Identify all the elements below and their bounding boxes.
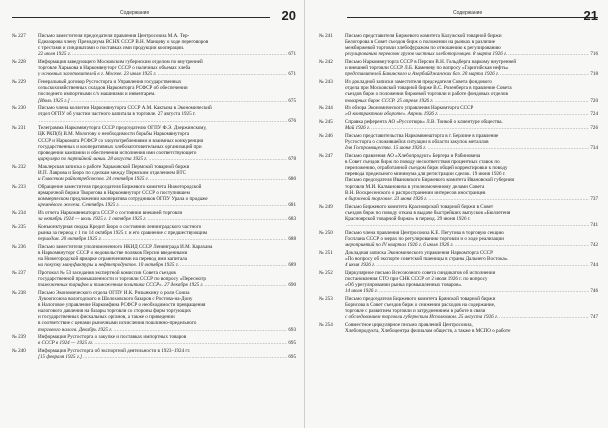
- entry-text-line: Письмо представителя Биржевого комитета Калужской товарной биржи: [345, 33, 502, 39]
- dot-leader: [180, 262, 287, 268]
- dot-leader: [94, 340, 287, 346]
- page-reference[interactable]: 675: [288, 97, 296, 104]
- contents-entry[interactable]: [319, 105, 598, 117]
- dot-leader: [83, 354, 287, 360]
- entry-text-line: межбиржевой торговли хлебофуражом по отношению к регулированию: [345, 45, 501, 52]
- page-reference[interactable]: 720: [590, 97, 598, 104]
- document-number: № 231: [12, 125, 26, 132]
- contents-entry[interactable]: [319, 270, 598, 295]
- document-number: № 254: [319, 321, 333, 328]
- dot-leader: [39, 118, 287, 124]
- dot-leader: [435, 98, 590, 104]
- right-page: [304, 0, 608, 428]
- document-number: № 253: [319, 295, 333, 302]
- entry-text-line: Письмо заместителя уполномоченного НКИД СССР Ленинграда И.М. Карахана: [38, 243, 213, 250]
- entry-date: периодом. 20 октября 1925 г.: [38, 235, 102, 242]
- entry-text-line: «По вопросу об экспорте советской пшеницы в страны Дальнего Востока».: [345, 255, 509, 262]
- document-number: № 251: [319, 249, 333, 256]
- page-reference[interactable]: 741: [590, 222, 598, 229]
- entry-last-line: [38, 176, 296, 182]
- contents-entry[interactable]: [319, 153, 598, 202]
- entry-text-line: в Совет съездов бирж по поводу несоответствия процентных ставок по: [345, 158, 500, 165]
- contents-entry[interactable]: [12, 79, 296, 104]
- document-number: № 250: [319, 229, 333, 236]
- entry-text-line: переложению, отработанной съездом бирж общей корректировки к поводу: [345, 165, 508, 172]
- page-number: 21: [583, 8, 598, 23]
- entry-text-line: Письмо заместителя председателя правления Центросоюза М.А. Тер-: [38, 33, 190, 39]
- page-reference[interactable]: 718: [590, 71, 598, 78]
- dot-leader: [499, 314, 589, 320]
- running-title: Содержание: [120, 10, 150, 16]
- entry-text-line: Протокол № 53 заседания экспертной комиссии Совета съездов: [38, 269, 176, 276]
- page-reference[interactable]: 726: [590, 125, 598, 132]
- entry-last-line: [345, 125, 598, 131]
- contents-entry[interactable]: [319, 119, 598, 131]
- contents-entry[interactable]: [12, 290, 296, 333]
- contents-entry[interactable]: [319, 204, 598, 229]
- entry-date: с обследованием торговли губернским Исполкомом. 25 августа 1926 г.: [345, 314, 499, 321]
- contents-entry[interactable]: [12, 125, 296, 162]
- page-reference[interactable]: 747: [590, 314, 598, 321]
- entry-text-line: торговле с развитием торговли и затрудненнием в работе в связи: [345, 308, 486, 315]
- entry-text-line: Письмо Наркомвнуторга СССР в Персии В.Н. Гольдберга наркому внутренней: [345, 59, 517, 66]
- entry-text-line: в Налоговое управление Наркомфина РСФСР о необходимости превращения: [38, 301, 206, 308]
- entry-last-line: [345, 222, 598, 228]
- entry-last-line: [38, 118, 296, 124]
- page-reference[interactable]: 681: [288, 202, 296, 209]
- document-number: № 233: [12, 183, 26, 190]
- entry-text-line: Докладная записка Экономического управления Наркомторга СССР: [345, 249, 493, 256]
- document-number: № 236: [12, 243, 26, 250]
- document-number: № 247: [319, 152, 333, 159]
- entry-date: торгового налога. Декабрь 1925 г.: [38, 326, 113, 333]
- entry-last-line: [38, 51, 296, 57]
- entry-text-line: Справка референта АО «Руссотюрк» Л.В. Тонкой о клиентуре общества.: [345, 119, 503, 126]
- page-reference[interactable]: 688: [288, 235, 296, 242]
- contents-entry[interactable]: [12, 105, 296, 123]
- entry-text-line: постановления СТО при СНК СССР от 2 июля 1926 г. по вопросу: [345, 275, 488, 282]
- entry-last-line: [38, 262, 296, 268]
- entry-last-line: [38, 202, 296, 208]
- entry-text-line: Генеральный договор Русгосторга и Управления государственных: [38, 79, 182, 86]
- entry-last-line: [38, 282, 296, 288]
- entry-text-line: с трестами и синдикатами о поставках ими продукции кооперации.: [38, 45, 185, 52]
- page-reference[interactable]: 695: [288, 340, 296, 347]
- document-number: № 244: [319, 105, 333, 112]
- dot-leader: [428, 196, 589, 202]
- entry-text-line: ЦК РКП(б) В.М. Молотову о необходимости борьбы Наркомвнуторга: [38, 131, 190, 138]
- contents-entry[interactable]: [12, 270, 296, 288]
- dot-leader: [379, 288, 589, 294]
- page-reference[interactable]: 689: [288, 261, 296, 268]
- dot-leader: [439, 111, 589, 117]
- entry-text-line: Госплана СССР о мерах по регулированию торговли и о ходе реализации: [345, 235, 504, 242]
- document-number: № 237: [12, 269, 26, 276]
- document-number: № 230: [12, 105, 26, 112]
- entry-text-line: И.П. Лаврова и Бюро по сделкам между Пермским отделением ВТС: [38, 169, 187, 176]
- document-number: № 227: [12, 33, 26, 39]
- entry-text-line: перевода предельного минимума для регистрации сделок. 19 июня 1926 г.: [345, 171, 506, 178]
- entry-text-line: В.Н. Воскресенского о распространении интересов иностранцев: [345, 189, 486, 196]
- entry-date: 14 июля 1926 г.: [345, 288, 378, 295]
- contents-entry[interactable]: [12, 244, 296, 269]
- dot-leader: [371, 125, 589, 131]
- dot-leader: [455, 242, 590, 248]
- entry-date: представителей Бакинского и Азербайджанских баз. 20 марта 1926 г.: [345, 71, 500, 78]
- document-number: № 238: [12, 289, 26, 296]
- entry-last-line: [345, 242, 598, 248]
- entry-text-line: Информация заведующего Московским губернским отделом по внутренней: [38, 59, 203, 66]
- entry-last-line: [345, 71, 598, 77]
- document-number: № 246: [319, 132, 333, 139]
- entry-text-line: и государственных фискальных органов, а также о приведении: [38, 314, 175, 321]
- entry-text-line: в Наркомвнуторг СССР о недовольстве поляков Персии введенными: [38, 249, 188, 256]
- entry-text-line: Письмо члена коллегии Наркомвнуторга СССР А.М. Кактына в Экономический: [38, 105, 212, 112]
- page-header: [319, 7, 598, 27]
- page-reference[interactable]: 724: [590, 111, 598, 118]
- entry-last-line: [345, 314, 598, 320]
- dot-leader: [346, 222, 589, 228]
- entry-text-line: Хлебопродукта, Хлебоцентра филиалам обществ, а также в МСПО о работе: [345, 328, 511, 335]
- dot-leader: [103, 236, 288, 242]
- entry-text-line: Совместное циркулярное письмо правлений Центросоюза,: [345, 321, 473, 328]
- contents-entry[interactable]: [319, 230, 598, 248]
- entry-last-line: [345, 51, 598, 57]
- document-number: № 239: [12, 334, 26, 341]
- contents-entry[interactable]: [319, 250, 598, 268]
- entry-text-line: Письмо председателя Биржевого комитета Брянской товарной биржи: [345, 295, 496, 302]
- contents-list: [12, 33, 296, 360]
- entry-date: в СССР в 1924 — 1925 гг.: [38, 340, 94, 347]
- contents-entry[interactable]: [12, 224, 296, 242]
- dot-leader: [150, 176, 287, 182]
- entry-text-line: Циркулярное письмо Всесоюзного совета синдикатов об исполнении: [345, 269, 496, 276]
- page-reference[interactable]: 742: [590, 242, 598, 248]
- entry-date: регулированию перевозок грузов частных хлеботорговцев. 8 марта 1926 г.: [345, 51, 508, 58]
- entry-date: Май 1926 г.: [345, 125, 371, 132]
- contents-entry[interactable]: [319, 296, 598, 321]
- entry-date: мероприятий по IV квартал 1926 г. 6 июля 1926 г.: [345, 242, 454, 248]
- dot-leader: [121, 202, 288, 208]
- page-reference[interactable]: 744: [590, 261, 598, 268]
- contents-entry[interactable]: [12, 59, 296, 77]
- page-header: [12, 7, 296, 27]
- header-rule: [12, 17, 270, 18]
- dot-leader: [149, 156, 288, 162]
- entry-text-line: Письмо члена правления Центросоюза К.Е. Пегутова в торговую секцию: [345, 229, 504, 236]
- page-reference[interactable]: 695: [288, 354, 296, 361]
- contents-list: [319, 33, 598, 334]
- entry-text-line: рынка за период с 1 по 14 октября 1925 г. и его сравнение с предшествующим: [38, 229, 208, 236]
- entry-text-line: Красноярской товарной биржи» в период. 29 июня 1926 г.: [345, 215, 471, 222]
- entry-text-line: Информация Русгосторга о закупке и поставках импортных товаров: [38, 334, 187, 341]
- dot-leader: [113, 327, 287, 333]
- entry-text-line: отдела при Московской товарной бирже В.С. Розенберга в правление Совета: [345, 85, 512, 92]
- entry-text-line: государственной промышленности и торговли СССР по вопросу «Пересмотр: [38, 275, 206, 282]
- dot-leader: [71, 98, 288, 104]
- contents-entry[interactable]: [12, 33, 296, 58]
- entry-date: 22 июля 1925 г.: [38, 51, 71, 58]
- page-reference[interactable]: 683: [288, 215, 296, 222]
- contents-entry[interactable]: [12, 184, 296, 209]
- page-reference[interactable]: 734: [590, 145, 598, 152]
- document-number: № 240: [12, 348, 26, 354]
- page-reference[interactable]: 693: [288, 326, 296, 333]
- entry-text-line: проведении кампании и обеспечения исполнения ими соответствующего: [38, 149, 197, 156]
- entry-text-line: Лукоопсоюза вологодского и Шолоховского базаров с Ростова-на-Дону: [38, 295, 193, 302]
- entry-text-line: Письмо Экономического отдела ОГПУ И.К. Ризынкину о роли Союза: [38, 289, 190, 296]
- dot-leader: [376, 262, 589, 268]
- entry-text-line: Письмо Биржевого комитета Красноярской товарной биржи в Совет: [345, 203, 494, 210]
- document-number: № 243: [319, 79, 333, 86]
- entry-text-line: в соответствие с ценами рыночными исчисления пошлинно-предельного: [38, 320, 197, 327]
- entry-text-line: торговли М.И. Калмановича в уполномоченному делами Совета: [345, 183, 485, 190]
- contents-entry[interactable]: [319, 322, 598, 334]
- entry-date: циркуляра по партийной линии. 28 августа 1925 г.: [38, 155, 148, 162]
- entry-text-line: Из докладной записки заместителя председателя Совета фондового: [345, 79, 492, 86]
- entry-text-line: сельскохозяйственных складов Наркомторга РСФСР об обеспечении: [38, 85, 188, 92]
- entry-text-line: последнего импортными с/х машинами и инвентарем.: [38, 91, 156, 98]
- entry-text-line: Белогорова в Совет съездов бирж о положении на рынках в различие: [345, 39, 496, 46]
- entry-text-line: Конъюнктурная сводка Кредит Бюро о состоянии ленинградского частного: [38, 223, 202, 230]
- entry-text-line: Едиазарова члену Президиума ВСНХ СССР В.Н. Манцеву о ходе переговоров: [38, 39, 209, 46]
- document-number: № 234: [12, 209, 26, 216]
- entry-date: за октябрь 1924 — июль 1925 г. 1 октября 1925 г.: [38, 215, 147, 222]
- contents-entry[interactable]: [12, 210, 296, 222]
- entry-last-line: [345, 145, 598, 151]
- page-number: 20: [281, 8, 296, 23]
- entry-text-line: Письмо правления АО «Хлебопродукт» Бергера и Рабиновича: [345, 152, 481, 159]
- document-number: № 249: [319, 203, 333, 210]
- entry-text-line: Письмо председателя Ивановского Биржевого комитета Ивановской губернии: [345, 177, 515, 184]
- entry-text-line: государственных и кооперативных хлебозаготовительных организаций при: [38, 143, 202, 150]
- entry-text-line: «Об урегулировании рынка промышленных товаров».: [345, 281, 463, 288]
- entry-last-line: [345, 98, 598, 104]
- entry-last-line: [38, 236, 296, 242]
- entry-text-line: и внешней торговли СССР Л.Б. Каменеву по вопросу «Гаригийская нефть»: [345, 65, 509, 72]
- entry-date: «О контрактном обороте». Апрель 1926 г.: [345, 111, 439, 118]
- entry-date: товарных бирж СССР. 25 апреля 1926 г.: [345, 97, 434, 104]
- contents-entry[interactable]: [319, 133, 598, 151]
- entry-text-line: съездов бирж о положении биржевой торговли и работе фондовых отделов: [345, 91, 508, 98]
- dot-leader: [428, 145, 590, 151]
- running-title: Содержание: [453, 10, 483, 16]
- page-reference[interactable]: 716: [590, 51, 598, 58]
- entry-last-line: [38, 98, 296, 104]
- contents-entry[interactable]: [319, 33, 598, 58]
- entry-date: 4 июля 1926 г.: [345, 261, 376, 268]
- entry-last-line: [38, 327, 296, 333]
- page-reference[interactable]: 671: [288, 51, 296, 58]
- page-reference[interactable]: 737: [590, 195, 598, 202]
- entry-text-line: ярмарочной биржи Творогова в Наркомвнуторг СССР о поступившем: [38, 189, 190, 196]
- dot-leader: [508, 51, 589, 57]
- page-reference[interactable]: 690: [288, 281, 296, 288]
- header-rule: [347, 17, 598, 18]
- entry-date: [15 февраля 1925 г.]: [38, 354, 83, 361]
- contents-entry[interactable]: [12, 164, 296, 182]
- page-reference[interactable]: 680: [288, 175, 296, 182]
- document-number: № 228: [12, 59, 26, 66]
- entry-date: [Июль 1925 г.]: [38, 97, 70, 104]
- entry-date: кремнёвого железа. Сентябрь 1925 г.: [38, 202, 120, 209]
- dot-leader: [148, 216, 288, 222]
- contents-entry[interactable]: [12, 334, 296, 346]
- dot-leader: [158, 71, 288, 77]
- entry-date: у основных заготовителей в г. Москве. 23 июля 1925 г.: [38, 71, 157, 78]
- entry-text-line: съездов бирж по поводу отказа в выдаче быстрейших выпусков «Бюллетеня: [345, 209, 511, 216]
- dot-leader: [500, 71, 589, 77]
- entry-last-line: [38, 340, 296, 346]
- entry-text-line: Обращение заместителя председателя Биржевого комитета Нижегородской: [38, 183, 202, 190]
- entry-last-line: [38, 71, 296, 77]
- document-number: № 252: [319, 269, 333, 276]
- entry-date: в биржевой торговле. 23 июня 1926 г.: [345, 195, 428, 202]
- contents-entry[interactable]: [319, 59, 598, 77]
- entry-text-line: Борисова в Совет съездов бирж о снижении расходов на содержание,: [345, 301, 496, 308]
- entry-text-line: Письмо представительства Наркомвнешторга в г. Берлине в правление: [345, 132, 499, 139]
- page-reference[interactable]: 746: [590, 288, 598, 295]
- entry-text-line: Из обзора Экономического управления Наркомторга СССР: [345, 105, 474, 112]
- entry-last-line: [345, 111, 598, 117]
- entry-text-line: налогового давления на базары торговли со стороны фирм торгующих: [38, 308, 192, 315]
- entry-last-line: [38, 216, 296, 222]
- page-reference[interactable]: 678: [288, 155, 296, 162]
- entry-text-line: Русгосторга о сложившейся ситуации в области закупок металлов: [345, 139, 489, 145]
- document-number: № 229: [12, 79, 26, 86]
- entry-text-line: Информация Русгосторга об экспортной деятельности в 1923–1924 гг.: [38, 348, 191, 354]
- dot-leader: [72, 51, 287, 57]
- entry-last-line: [345, 288, 598, 294]
- document-number: № 241: [319, 33, 333, 39]
- entry-text-line: СССР и Наркомата РСФСР со злоупотреблениями и взаимных конкуренции: [38, 137, 204, 144]
- document-number: № 242: [319, 59, 333, 66]
- entry-text-line: на Нижегородской ярмарке ограничениями на перевод ими капитала: [38, 255, 187, 262]
- entry-text-line: торговле Харькова в Наркомвнуторг СССР о наличных объемах хлеба: [38, 65, 191, 72]
- entry-text-line: Из отчета Наркомвнешторга СССР о состоянии внешней торговли: [38, 209, 183, 216]
- entry-date: для Госпромвщества. 15 июня 1926 г.: [345, 145, 427, 152]
- entry-date: и Главсеком райпотребсоюзов. 24 сентября 1925 г.: [38, 175, 149, 182]
- entry-last-line: [345, 196, 598, 202]
- contents-entry[interactable]: [12, 348, 296, 360]
- page-reference[interactable]: 676: [288, 117, 296, 124]
- entry-text-line: Телеграмма Наркомвнуторга СССР председателю ОГПУ Ф.Э. Дзержинскому,: [38, 125, 207, 132]
- entry-text-line: Маклерская записка о работе Харьковской Пермской товарной биржи: [38, 163, 190, 170]
- contents-entry[interactable]: [319, 79, 598, 104]
- entry-last-line: [38, 156, 296, 162]
- entry-date: таможенных тарифов и таможенная политика СССР». 27 декабря 1925 г.: [38, 281, 204, 288]
- dot-leader: [205, 282, 288, 288]
- entry-last-line: [345, 262, 598, 268]
- entry-text-line: отдел ОГПУ об участии частного капитала в торговле. 27 августа 1925 г.: [38, 111, 196, 118]
- document-number: № 235: [12, 223, 26, 230]
- entry-date: на покупку мануфактуры и нефтепродуктов. 10 октября 1925 г.: [38, 261, 179, 268]
- document-number: № 232: [12, 163, 26, 170]
- entry-text-line: коммерческом предложении кооператива сотрудников ОГПУ Урала о продаже: [38, 195, 208, 202]
- entry-last-line: [38, 354, 296, 360]
- document-number: № 245: [319, 119, 333, 126]
- page-reference[interactable]: 671: [288, 71, 296, 78]
